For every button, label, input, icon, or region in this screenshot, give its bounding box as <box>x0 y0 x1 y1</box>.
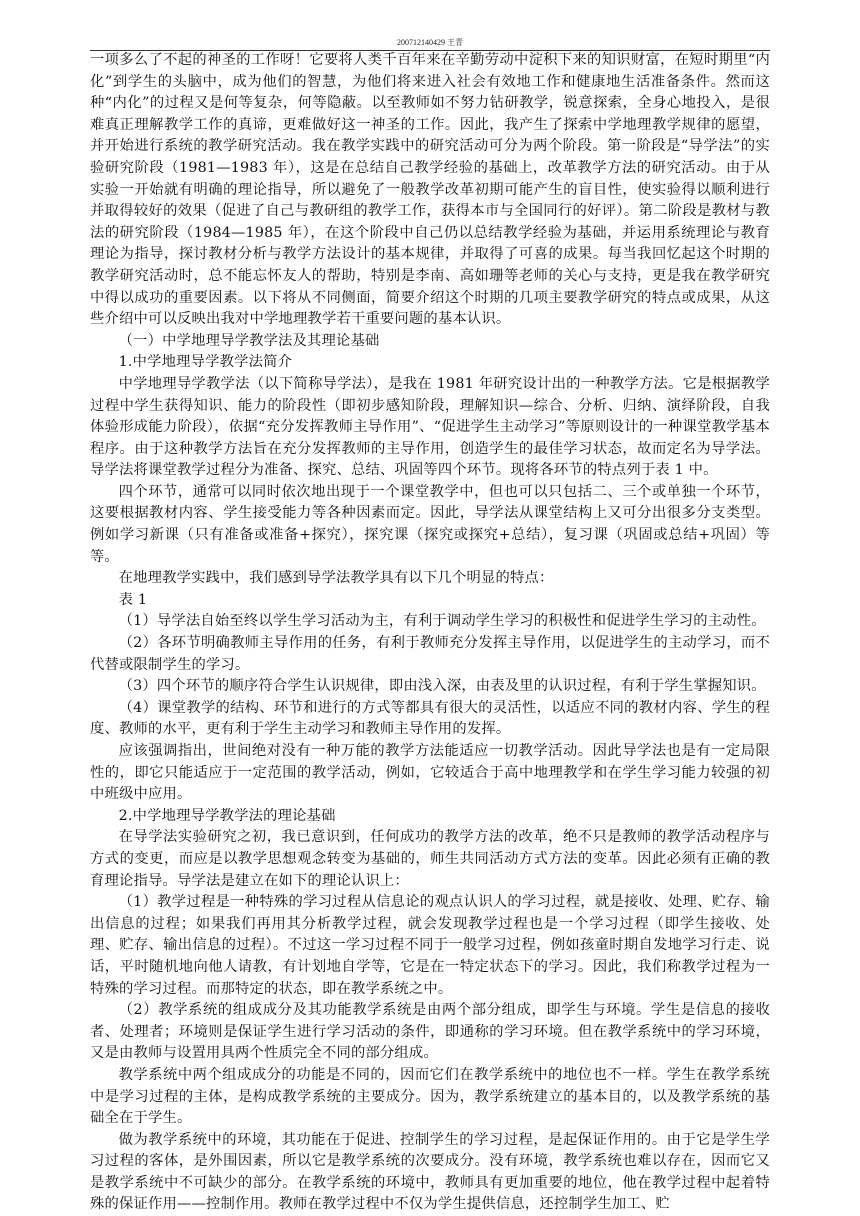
theory-item-1: （1）教学过程是一种特殊的学习过程从信息论的观点认识人的学习过程，就是接收、处理、贮存、输出信息的过程；如果我们再用其分析教学过程，就会发现教学过程也是一个学习过程（即学生接收、处理、贮存、输出信息的过程）。不过这一学习过程不同于一般学习过程，例如孩童时期自发地学习行走、说话，平时随机地向他人请教，有计划地自学等，它是在一特定状态下的学习。因此，我们称教学过程为一特殊的学习过程。而那特定的状态，即在教学系统之中。 <box>90 894 770 997</box>
subsection-heading-1: 1.中学地理导学教学法简介 <box>118 354 293 371</box>
page-header: 200712140429 王青 <box>397 38 463 47</box>
paragraph-environment-role: 做为教学系统中的环境，其功能在于促进、控制学生的学习过程，是起保证作用的。由于它是学生学习过程的客体，是外围因素，所以它是教学系统的次要成分。没有环境，教学系统也难以存在，因而它又是教学系统中不可缺少的部分。在教学系统的环境中，教师具有更加重要的地位，他在教学过程中起着特殊的保证作用——控制作用。教师在教学过程中不仅为学生提供信息，还控制学生加工、贮 <box>90 1131 770 1213</box>
feature-item-3: （3）四个环节的顺序符合学生认识规律，即由浅入深，由表及里的认识过程，有利于学生掌握知识。 <box>118 678 766 695</box>
feature-item-4: （4）课堂教学的结构、环节和进行的方式等都具有很大的灵活性，以适应不同的教材内容、学生的程度、教师的水平，更有利于学生主动学习和教师主导作用的发挥。 <box>90 699 770 738</box>
theory-item-2: （2）教学系统的组成成分及其功能教学系统是由两个部分组成，即学生与环境。学生是信息的接收者、处理者；环境则是保证学生进行学习活动的条件，即通称的学习环境。但在教学系统中的学习环境，又是由教师与设置用具两个性质完全不同的部分组成。 <box>90 1002 770 1062</box>
feature-item-2: （2）各环节明确教师主导作用的任务，有利于教师充分发挥主导作用，以促进学生的主动学习，而不代替或限制学生的学习。 <box>90 635 770 673</box>
table-caption: 表 1 <box>118 591 148 608</box>
document-body <box>90 50 770 1216</box>
paragraph-features-lead: 在地理教学实践中，我们感到导学法教学具有以下几个明显的特点： <box>118 570 554 587</box>
feature-item-1: （1）导学法自始至终以学生学习活动为主，有利于调动学生学习的积极性和促进学生学习的主动性。 <box>118 613 766 630</box>
subsection-heading-2: 2.中学地理导学教学法的理论基础 <box>118 807 336 824</box>
paragraph-limitation: 应该强调指出，世间绝对没有一种万能的教学方法能适应一切教学活动。因此导学法也是有一定局限性的，即它只能适应于一定范围的教学活动，例如，它较适合于高中地理教学和在学生学习能力较强的初中班级中应用。 <box>90 743 770 803</box>
paragraph-theory-intro: 在导学法实验研究之初，我已意识到，任何成功的教学方法的改革，绝不只是教师的教学活动程序与方式的变更，而应是以教学思想观念转变为基础的，师生共同活动方式方法的变革。因此必须有正确的教育理论指导。导学法是建立在如下的理论认识上： <box>90 829 770 889</box>
paragraph-system-components: 教学系统中两个组成成分的功能是不同的，因而它们在教学系统中的地位也不一样。学生在教学系统中是学习过程的主体，是构成教学系统的主要成分。因为，教学系统建立的基本目的，以及教学系统的基础全在于学生。 <box>90 1066 770 1127</box>
paragraph-intro: 一项多么了不起的神圣的工作呀！它要将人类千百年来在辛勤劳动中淀积下来的知识财富，在短时期里“内化”到学生的头脑中，成为他们的智慧，为他们将来进入社会有效地工作和健康地生活准备条件。然而这种“内化”的过程又是何等复杂，何等隐蔽。以至教师如不努力钻研教学，锐意探索，全身心地投入，是很难真正理解教学工作的真谛，更难做好这一神圣的工作。因此，我产生了探索中学地理教学规律的愿望，并开始进行系统的教学研究活动。我在教学实践中的研究活动可分为两个阶段。第一阶段是“导学法”的实验研究阶段（1981—1983 年），这是在总结自己教学经验的基础上，改革教学方法的研究活动。由于从实验一开始就有明确的理论指导，所以避免了一般教学改革初期可能产生的盲目性，使实验得以顺利进行并取得较好的效果（促进了自己与教研组的教学工作，获得本市与全国同行的好评）。第二阶段是教材与教法的研究阶段（1984—1985 年），在这个阶段中自己仍以总结教学经验为基础，并运用系统理论与教育理论为指导，探讨教材分析与教学方法设计的基本规律，并取得了可喜的成果。每当我回忆起这个时期的教学研究活动时，总不能忘怀友人的帮助，特别是李南、高如珊等老师的关心与支持，更是我在教学研究中得以成功的重要因素。以下将从不同侧面，简要介绍这个时期的几项主要教学研究的特点或成果，从这些介绍中可以反映出我对中学地理教学若干重要问题的基本认识。 <box>90 52 770 328</box>
paragraph-four-stages: 四个环节，通常可以同时依次地出现于一个课堂教学中，但也可以只包括二、三个或单独一个环节，这要根据教材内容、学生接受能力等各种因素而定。因此，导学法从课堂结构上又可分出很多分支类型。例如学习新课（只有准备或准备+探究），探究课（探究或探究+总结），复习课（巩固或总结+巩固）等等。 <box>90 483 770 565</box>
section-heading-1: （一）中学地理导学教学法及其理论基础 <box>118 332 380 349</box>
paragraph-method-intro: 中学地理导学教学法（以下简称导学法），是我在 1981 年研究设计出的一种教学方法。它是根据教学过程中学生获得知识、能力的阶段性（即初步感知阶段，理解知识—综合、分析、归纳、演绎阶段，自我体验形成能力阶段），依据“充分发挥教师主导作用”、“促进学生主动学习”等原则设计的一种课堂教学基本程序。由于这种教学方法旨在充分发挥教师的主导作用，创造学生的最佳学习状态，故而定名为导学法。导学法将课堂教学过程分为准备、探究、总结、巩固等四个环节。现将各环节的特点列于表 1 中。 <box>90 375 770 479</box>
